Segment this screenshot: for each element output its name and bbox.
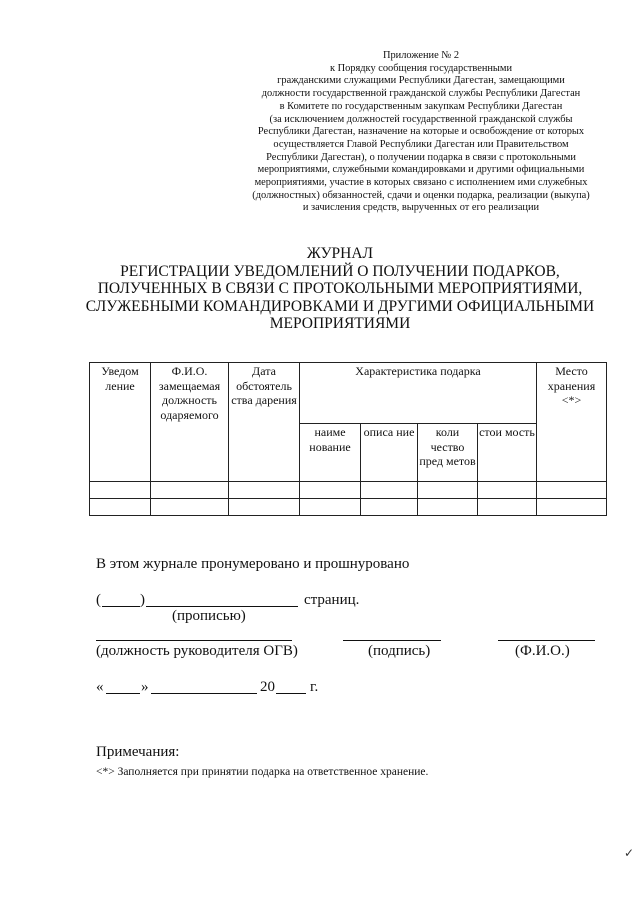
appendix-line: мероприятиями, служебными командировками и другими официальными [257, 164, 585, 176]
fio-caption: (Ф.И.О.) [515, 643, 570, 659]
title-line: СЛУЖЕБНЫМИ КОМАНДИРОВКАМИ И ДРУГИМИ ОФИЦИАЛЬНЫМИ [85, 297, 595, 315]
appendix-header [226, 50, 616, 215]
table-cell[interactable] [418, 482, 478, 499]
table-cell[interactable] [361, 499, 418, 516]
table-cell[interactable] [478, 482, 537, 499]
appendix-line: в Комитете по государственным закупкам Республики Дагестан [279, 100, 563, 112]
appendix-line: должности государственной гражданской службы Республики Дагестан [261, 88, 581, 100]
header-fio: Ф.И.О. замещаемая должность одаряемого [151, 363, 229, 482]
table-cell[interactable] [537, 499, 607, 516]
journal-title [70, 245, 610, 333]
year-prefix: 20 [260, 679, 275, 695]
table-cell[interactable] [151, 499, 229, 516]
table-cell[interactable] [90, 499, 151, 516]
pages-label: страниц. [304, 592, 360, 608]
title-line: МЕРОПРИЯТИЯМИ [269, 315, 411, 332]
appendix-line: (должностных) обязанностей, сдачи и оценки подарка, реализации (выкупа) [252, 189, 590, 201]
appendix-line: осуществляется Главой Республики Дагестан или Правительством [273, 138, 569, 150]
year-line[interactable] [276, 693, 306, 694]
fio-line[interactable] [498, 640, 595, 641]
journal-table [89, 362, 607, 516]
paren-open: ( [96, 592, 101, 608]
month-line[interactable] [151, 693, 257, 694]
paren-close: ) [140, 592, 145, 608]
position-line[interactable] [96, 640, 292, 641]
year-suffix: г. [310, 679, 319, 695]
signature-caption: (подпись) [368, 643, 431, 659]
subheader-quantity: коли чество пред метов [418, 424, 478, 482]
page-count-words-line[interactable] [146, 606, 298, 607]
quote-open: « [96, 679, 104, 695]
header-storage: Место хранения <*> [537, 363, 607, 482]
title-line: РЕГИСТРАЦИИ УВЕДОМЛЕНИЙ О ПОЛУЧЕНИИ ПОДАРКОВ, [120, 262, 560, 280]
table-cell[interactable] [151, 482, 229, 499]
appendix-line: гражданскими служащими Республики Дагестан, замещающими [277, 75, 565, 87]
day-line[interactable] [106, 693, 140, 694]
appendix-line: к Порядку сообщения государственными [329, 62, 513, 74]
numbered-statement: В этом журнале пронумеровано и прошнуровано [96, 556, 410, 572]
appendix-line: и зачисления средств, вырученных от его реализации [302, 202, 540, 214]
table-cell[interactable] [300, 482, 361, 499]
in-words-caption: (прописью) [172, 608, 246, 624]
subheader-description: описа ние [361, 424, 418, 482]
appendix-line: мероприятиями, участие в которых связано с исполнением ими служебных [254, 177, 588, 189]
header-notice: Уведом ление [90, 363, 151, 482]
quote-close: » [141, 679, 149, 695]
table-cell[interactable] [229, 482, 300, 499]
table-cell[interactable] [537, 482, 607, 499]
appendix-line: Республики Дагестан), о получении подарка в связи с протокольными [266, 151, 576, 163]
table-row [90, 499, 607, 516]
table-cell[interactable] [418, 499, 478, 516]
subheader-cost: стои мость [478, 424, 537, 482]
signature-line[interactable] [343, 640, 441, 641]
title-line: ЖУРНАЛ [306, 245, 374, 262]
table-cell[interactable] [478, 499, 537, 516]
page-count-digits-line[interactable] [102, 606, 140, 607]
appendix-line: Республики Дагестан, назначение на которые и освобождение от которых [257, 126, 585, 138]
scan-mark-icon: ✓ [624, 846, 635, 860]
header-date: Дата обстоятель ства дарения [229, 363, 300, 482]
appendix-line: Приложение № 2 [382, 50, 460, 61]
table-row [90, 482, 607, 499]
table-cell[interactable] [90, 482, 151, 499]
position-caption: (должность руководителя ОГВ) [96, 643, 298, 659]
table-cell[interactable] [300, 499, 361, 516]
notes-heading: Примечания: [96, 744, 180, 760]
table-header-row [90, 363, 607, 424]
table-cell[interactable] [361, 482, 418, 499]
header-gift-characteristics: Характеристика подарка [300, 363, 537, 424]
subheader-name: наиме нование [300, 424, 361, 482]
appendix-line: (за исключением должностей государственной гражданской службы [269, 113, 573, 125]
title-line: ПОЛУЧЕННЫХ В СВЯЗИ С ПРОТОКОЛЬНЫМИ МЕРОПРИЯТИЯМИ, [97, 280, 583, 297]
table-cell[interactable] [229, 499, 300, 516]
note-item: <*> Заполняется при принятии подарка на ответственное хранение. [96, 766, 429, 778]
